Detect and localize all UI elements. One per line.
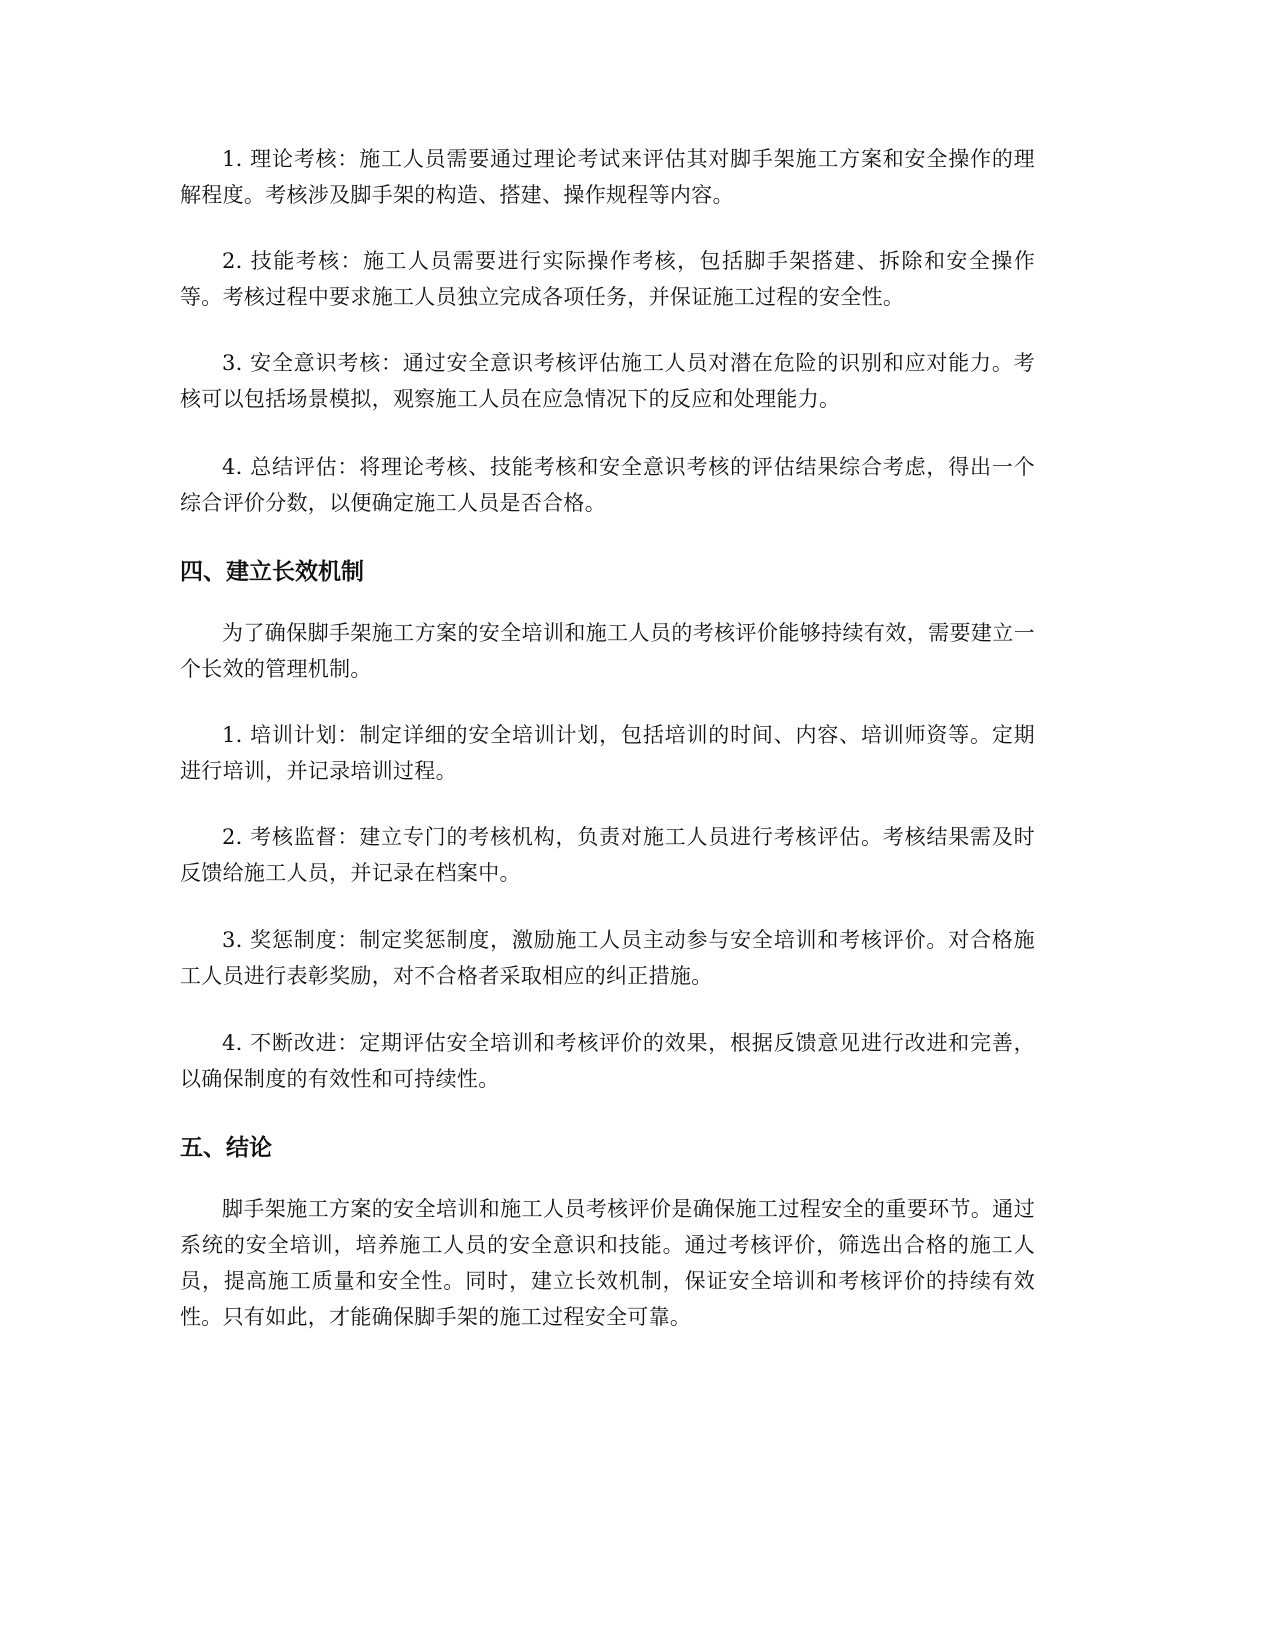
conclusion-body: 脚手架施工方案的安全培训和施工人员考核评价是确保施工过程安全的重要环节。通过系统的安全培训，培养施工人员的安全意识和技能。通过考核评价，筛选出合格的施工人员，提高施工质量和安全性。同时，建立长效机制，保证安全培训和考核评价的持续有效性。只有如此，才能确保脚手架的施工过程安全可靠。 — [180, 1197, 1035, 1329]
mechanism-item-reward-penalty: 3. 奖惩制度：制定奖惩制度，激励施工人员主动参与安全培训和考核评价。对合格施工人员进行表彰奖励，对不合格者采取相应的纠正措施。 — [180, 928, 1035, 988]
mechanism-item-assessment-supervision: 2. 考核监督：建立专门的考核机构，负责对施工人员进行考核评估。考核结果需及时反馈给施工人员，并记录在档案中。 — [180, 825, 1035, 885]
assessment-item-safety-awareness: 3. 安全意识考核：通过安全意识考核评估施工人员对潜在危险的识别和应对能力。考核可以包括场景模拟，观察施工人员在应急情况下的反应和处理能力。 — [180, 351, 1035, 411]
assessment-item-skill: 2. 技能考核：施工人员需要进行实际操作考核，包括脚手架搭建、拆除和安全操作等。考核过程中要求施工人员独立完成各项任务，并保证施工过程的安全性。 — [180, 249, 1035, 309]
section-heading-long-term-mechanism: 四、建立长效机制 — [180, 559, 364, 585]
mechanism-item-training-plan: 1. 培训计划：制定详细的安全培训计划，包括培训的时间、内容、培训师资等。定期进行培训，并记录培训过程。 — [180, 723, 1035, 783]
section4-intro: 为了确保脚手架施工方案的安全培训和施工人员的考核评价能够持续有效，需要建立一个长效的管理机制。 — [180, 621, 1035, 681]
assessment-item-summary: 4. 总结评估：将理论考核、技能考核和安全意识考核的评估结果综合考虑，得出一个综合评价分数，以便确定施工人员是否合格。 — [180, 455, 1035, 515]
assessment-item-theory: 1. 理论考核：施工人员需要通过理论考试来评估其对脚手架施工方案和安全操作的理解程度。考核涉及脚手架的构造、搭建、操作规程等内容。 — [180, 147, 1035, 207]
section-heading-conclusion: 五、结论 — [180, 1135, 272, 1161]
mechanism-item-continuous-improvement: 4. 不断改进：定期评估安全培训和考核评价的效果，根据反馈意见进行改进和完善，以确保制度的有效性和可持续性。 — [180, 1031, 1035, 1091]
